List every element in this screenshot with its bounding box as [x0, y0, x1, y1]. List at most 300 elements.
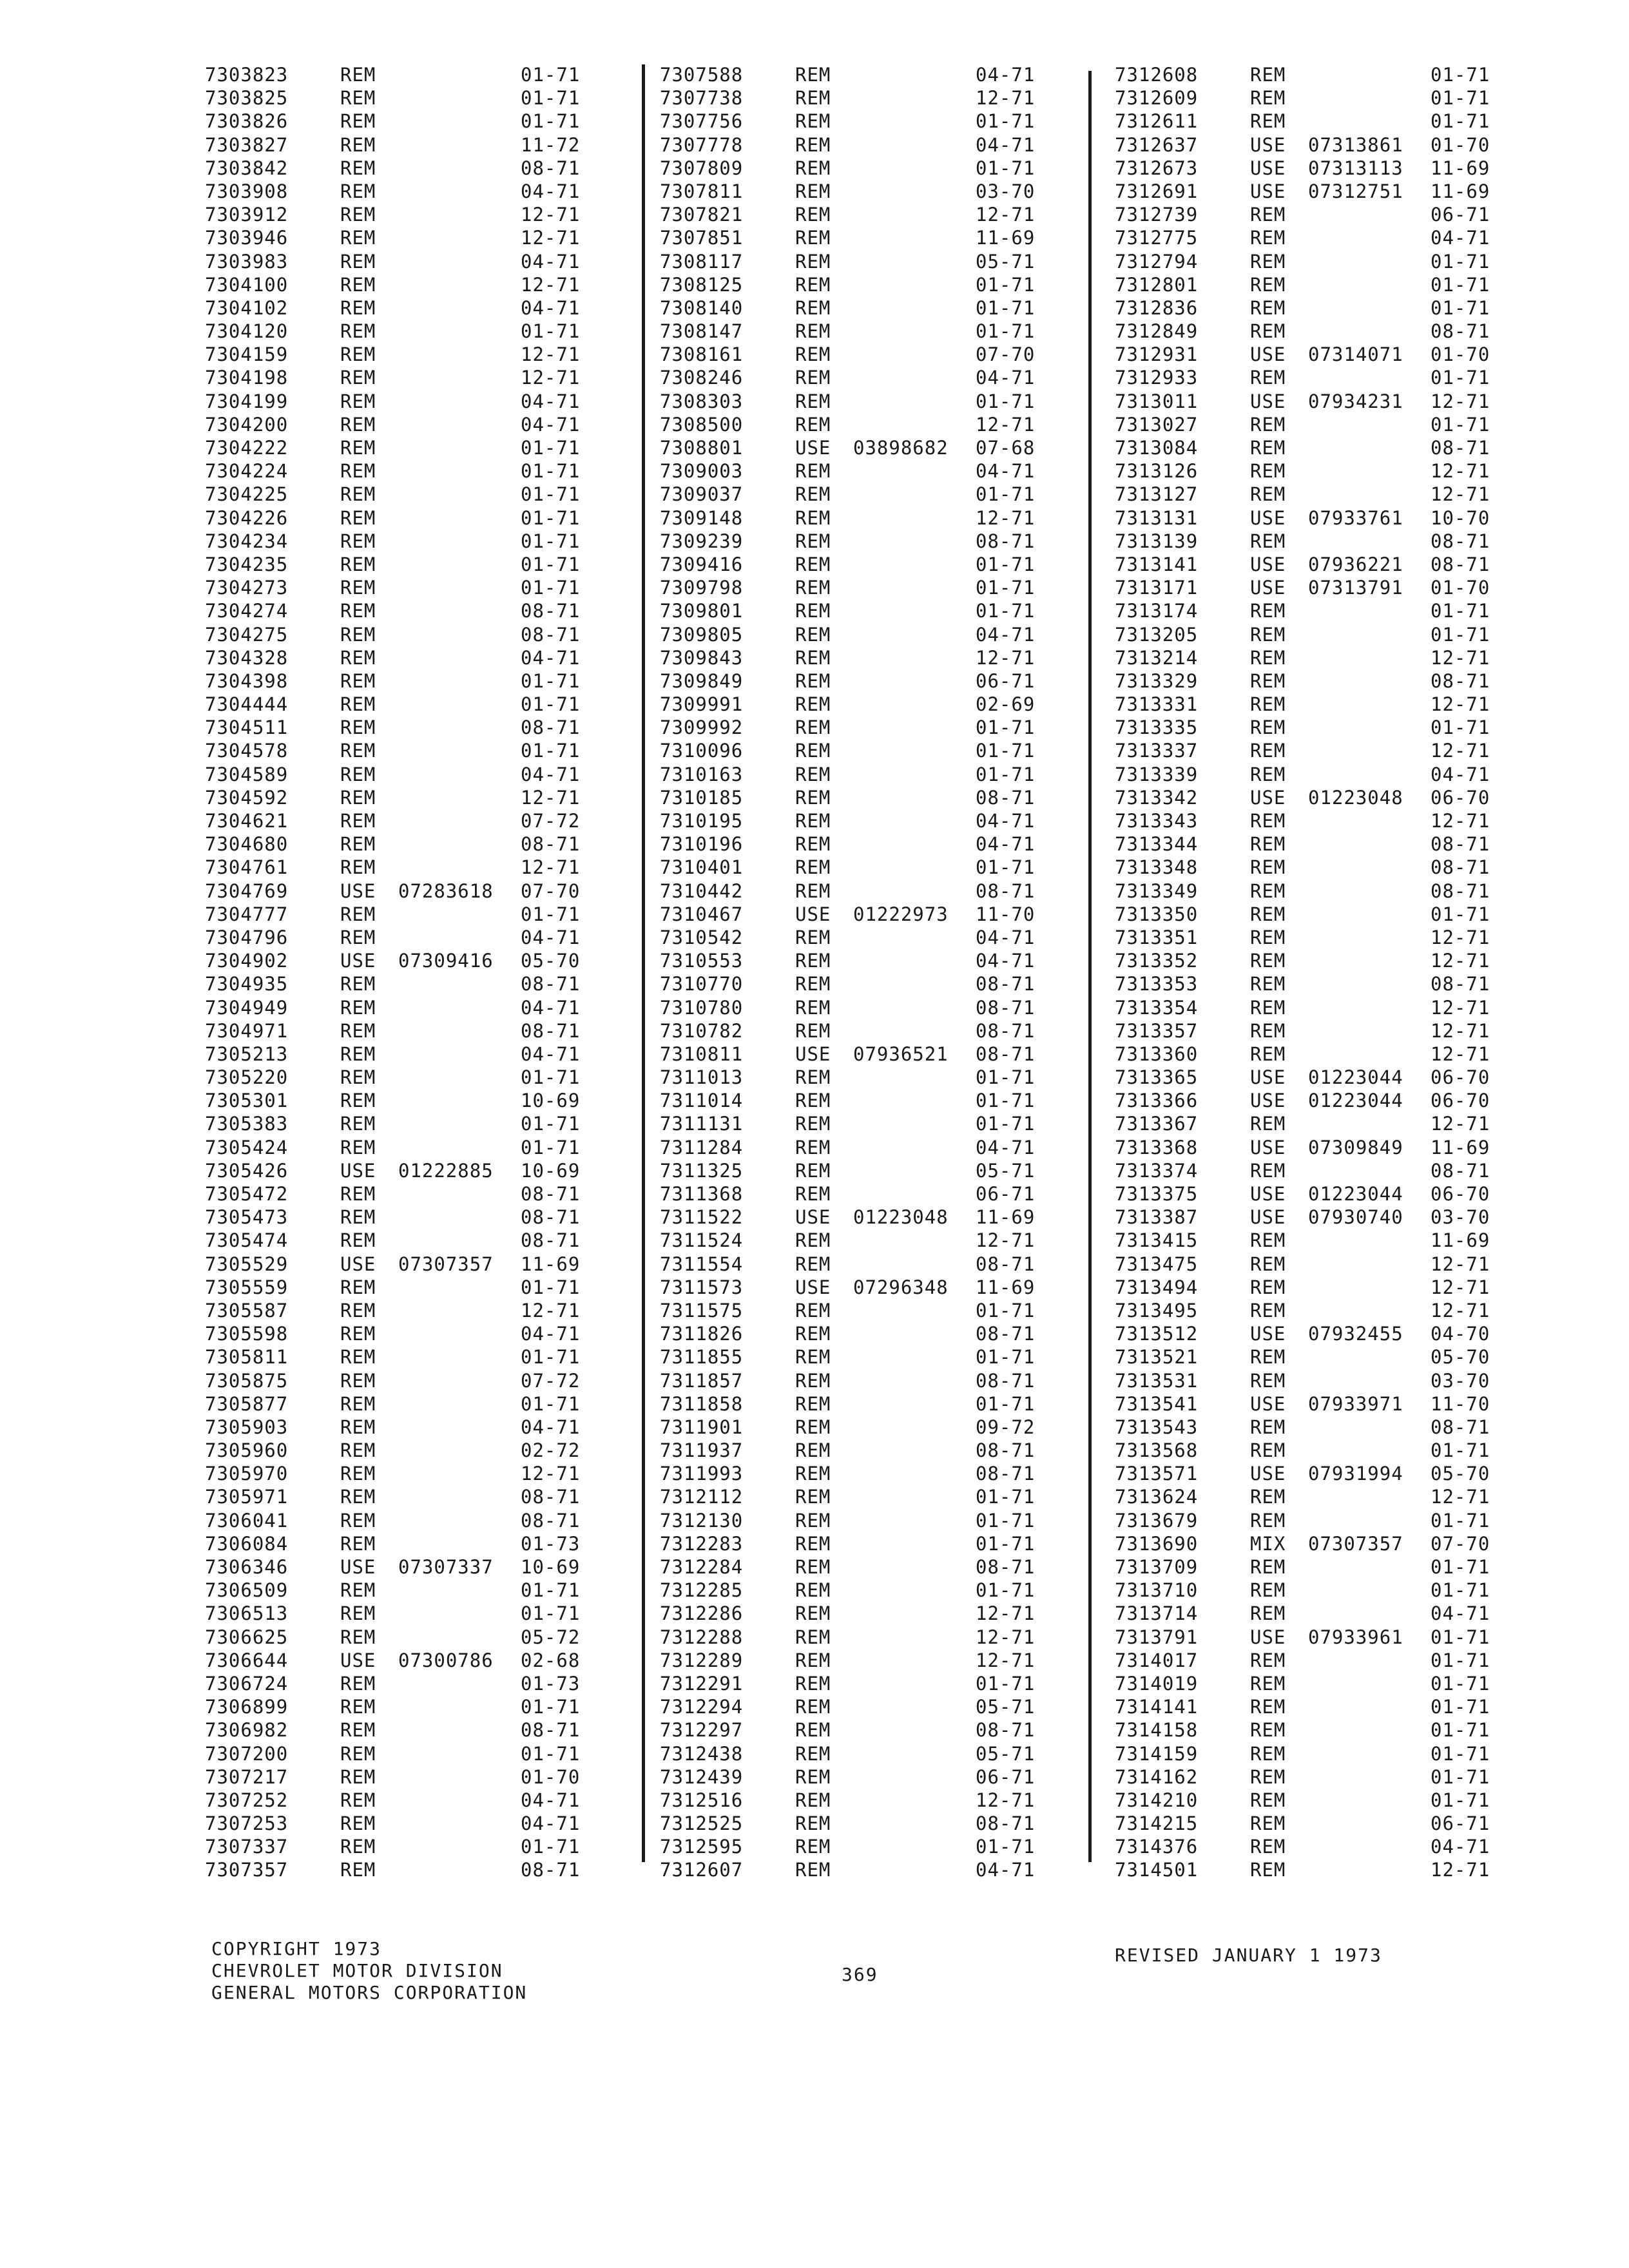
effective-date: 10-69 [521, 1090, 581, 1112]
action-code: REM [795, 1789, 831, 1811]
part-number: 7311524 [660, 1229, 744, 1252]
effective-date: 01-73 [521, 1532, 581, 1555]
action-code: REM [1250, 296, 1286, 319]
action-code: USE [1250, 1626, 1286, 1648]
replacement-part: 07932455 [1308, 1323, 1403, 1345]
action-code: REM [1250, 87, 1286, 110]
effective-date: 08-71 [976, 1323, 1036, 1345]
action-code: REM [795, 740, 831, 762]
effective-date: 12-71 [1431, 740, 1490, 762]
action-code: USE [340, 1649, 376, 1671]
action-code: REM [795, 367, 831, 389]
action-code: REM [795, 157, 831, 179]
part-number: 7303983 [205, 250, 289, 273]
part-number: 7313494 [1115, 1276, 1199, 1298]
part-number: 7308500 [660, 413, 744, 436]
part-number: 7314141 [1115, 1696, 1199, 1718]
part-number: 7313027 [1115, 413, 1199, 436]
action-code: REM [340, 669, 376, 692]
part-number: 7307811 [660, 180, 744, 202]
part-number: 7308801 [660, 437, 744, 459]
effective-date: 01-71 [1431, 110, 1490, 133]
effective-date: 08-71 [1431, 833, 1490, 856]
effective-date: 08-71 [521, 833, 581, 856]
part-number: 7314158 [1115, 1719, 1199, 1742]
part-number: 7305301 [205, 1090, 289, 1112]
part-number: 7304592 [205, 786, 289, 809]
action-code: REM [340, 437, 376, 459]
effective-date: 01-71 [1431, 1696, 1490, 1718]
effective-date: 12-71 [1431, 1299, 1490, 1321]
effective-date: 08-71 [976, 786, 1036, 809]
action-code: REM [340, 296, 376, 319]
effective-date: 04-71 [521, 926, 581, 948]
action-code: REM [1250, 926, 1286, 948]
part-number: 7312607 [660, 1859, 744, 1881]
effective-date: 01-71 [1431, 296, 1490, 319]
column-divider-2 [1088, 71, 1092, 1862]
part-number: 7310096 [660, 740, 744, 762]
part-number: 7309801 [660, 600, 744, 622]
part-number: 7313339 [1115, 763, 1199, 785]
action-code: REM [340, 1765, 376, 1788]
effective-date: 11-69 [976, 1206, 1036, 1229]
effective-date: 04-71 [521, 1043, 581, 1065]
part-number: 7313141 [1115, 553, 1199, 575]
part-number: 7304226 [205, 506, 289, 529]
effective-date: 01-71 [976, 390, 1036, 412]
part-number: 7312516 [660, 1789, 744, 1811]
action-code: REM [340, 530, 376, 552]
action-code: REM [1250, 1602, 1286, 1625]
part-number: 7304275 [205, 623, 289, 646]
part-number: 7308246 [660, 367, 744, 389]
action-code: REM [340, 1066, 376, 1089]
action-code: USE [1250, 1136, 1286, 1158]
part-number: 7309991 [660, 693, 744, 716]
effective-date: 04-71 [521, 646, 581, 669]
action-code: REM [1250, 1299, 1286, 1321]
effective-date: 01-71 [521, 483, 581, 506]
action-code: REM [1250, 1439, 1286, 1462]
part-number: 7303912 [205, 204, 289, 226]
part-number: 7312801 [1115, 273, 1199, 296]
effective-date: 11-69 [976, 1276, 1036, 1298]
effective-date: 04-71 [521, 1416, 581, 1438]
effective-date: 04-71 [976, 367, 1036, 389]
action-code: REM [795, 1532, 831, 1555]
effective-date: 08-71 [521, 1719, 581, 1742]
action-code: REM [1250, 1742, 1286, 1765]
effective-date: 11-69 [1431, 1136, 1490, 1158]
action-code: REM [795, 1253, 831, 1275]
effective-date: 12-71 [521, 367, 581, 389]
action-code: REM [340, 1836, 376, 1858]
action-code: REM [1250, 1719, 1286, 1742]
action-code: REM [340, 1019, 376, 1042]
action-code: USE [1250, 1090, 1286, 1112]
effective-date: 06-71 [1431, 204, 1490, 226]
effective-date: 10-70 [1431, 506, 1490, 529]
replacement-part: 03898682 [853, 437, 949, 459]
action-code: REM [340, 250, 376, 273]
effective-date: 01-71 [521, 506, 581, 529]
replacement-part: 07313791 [1308, 577, 1403, 599]
effective-date: 04-71 [1431, 227, 1490, 249]
part-number: 7305383 [205, 1113, 289, 1135]
action-code: REM [1250, 600, 1286, 622]
part-number: 7306982 [205, 1719, 289, 1742]
part-number: 7307337 [205, 1836, 289, 1858]
effective-date: 04-71 [1431, 1602, 1490, 1625]
action-code: REM [795, 1509, 831, 1532]
action-code: REM [340, 1299, 376, 1321]
part-number: 7313342 [1115, 786, 1199, 809]
effective-date: 02-69 [976, 693, 1036, 716]
part-number: 7306509 [205, 1579, 289, 1602]
part-number: 7311993 [660, 1463, 744, 1485]
part-number: 7306513 [205, 1602, 289, 1625]
replacement-part: 07300786 [398, 1649, 494, 1671]
effective-date: 01-71 [521, 1742, 581, 1765]
part-number: 7313709 [1115, 1556, 1199, 1578]
action-code: REM [340, 600, 376, 622]
effective-date: 04-71 [976, 833, 1036, 856]
part-number: 7306899 [205, 1696, 289, 1718]
action-code: USE [1250, 157, 1286, 179]
part-number: 7313214 [1115, 646, 1199, 669]
action-code: REM [795, 1719, 831, 1742]
part-number: 7304949 [205, 996, 289, 1019]
effective-date: 01-71 [976, 1299, 1036, 1321]
effective-date: 07-70 [1431, 1532, 1490, 1555]
replacement-part: 07313861 [1308, 133, 1403, 156]
action-code: REM [1250, 273, 1286, 296]
effective-date: 04-71 [521, 250, 581, 273]
effective-date: 12-71 [521, 856, 581, 879]
action-code: REM [1250, 1043, 1286, 1065]
part-number: 7312691 [1115, 180, 1199, 202]
effective-date: 08-71 [1431, 856, 1490, 879]
action-code: REM [795, 856, 831, 879]
part-number: 7314501 [1115, 1859, 1199, 1881]
effective-date: 01-71 [521, 64, 581, 86]
action-code: REM [795, 623, 831, 646]
action-code: REM [1250, 64, 1286, 86]
action-code: REM [795, 973, 831, 995]
action-code: MIX [1250, 1532, 1286, 1555]
effective-date: 05-71 [976, 1742, 1036, 1765]
part-number: 7313331 [1115, 693, 1199, 716]
effective-date: 04-71 [976, 64, 1036, 86]
effective-date: 11-70 [976, 903, 1036, 925]
action-code: REM [795, 693, 831, 716]
part-number: 7304761 [205, 856, 289, 879]
part-number: 7312294 [660, 1696, 744, 1718]
part-number: 7314159 [1115, 1742, 1199, 1765]
effective-date: 08-71 [976, 530, 1036, 552]
action-code: REM [340, 1626, 376, 1648]
effective-date: 04-71 [976, 1136, 1036, 1158]
part-number: 7304235 [205, 553, 289, 575]
action-code: USE [795, 1206, 831, 1229]
action-code: REM [340, 1206, 376, 1229]
replacement-part: 07930740 [1308, 1206, 1403, 1229]
part-number: 7309992 [660, 716, 744, 739]
part-number: 7313710 [1115, 1579, 1199, 1602]
action-code: REM [340, 320, 376, 343]
effective-date: 06-70 [1431, 786, 1490, 809]
action-code: REM [795, 1136, 831, 1158]
part-number: 7304199 [205, 390, 289, 412]
effective-date: 06-71 [976, 669, 1036, 692]
effective-date: 12-71 [1431, 390, 1490, 412]
action-code: REM [795, 1183, 831, 1205]
part-number: 7305877 [205, 1392, 289, 1415]
action-code: USE [1250, 577, 1286, 599]
effective-date: 12-71 [976, 204, 1036, 226]
action-code: REM [340, 1043, 376, 1065]
action-code: REM [795, 320, 831, 343]
part-number: 7312609 [1115, 87, 1199, 110]
action-code: REM [1250, 1276, 1286, 1298]
part-number: 7313791 [1115, 1626, 1199, 1648]
action-code: REM [795, 669, 831, 692]
part-number: 7311901 [660, 1416, 744, 1438]
effective-date: 01-71 [976, 763, 1036, 785]
effective-date: 07-70 [976, 343, 1036, 366]
action-code: REM [340, 133, 376, 156]
replacement-part: 07933961 [1308, 1626, 1403, 1648]
action-code: REM [795, 460, 831, 483]
action-code: REM [340, 1392, 376, 1415]
action-code: REM [795, 64, 831, 86]
replacement-part: 07933761 [1308, 506, 1403, 529]
part-number: 7312112 [660, 1486, 744, 1508]
effective-date: 08-71 [521, 157, 581, 179]
effective-date: 08-71 [1431, 879, 1490, 902]
effective-date: 01-71 [521, 460, 581, 483]
replacement-part: 01223044 [1308, 1090, 1403, 1112]
part-number: 7311284 [660, 1136, 744, 1158]
action-code: REM [340, 157, 376, 179]
effective-date: 05-70 [521, 950, 581, 972]
action-code: REM [795, 1556, 831, 1578]
part-number: 7306084 [205, 1532, 289, 1555]
part-number: 7305220 [205, 1066, 289, 1089]
part-number: 7313354 [1115, 996, 1199, 1019]
part-number: 7314376 [1115, 1836, 1199, 1858]
effective-date: 01-71 [521, 1836, 581, 1858]
part-number: 7313531 [1115, 1369, 1199, 1392]
part-number: 7310401 [660, 856, 744, 879]
part-number: 7313205 [1115, 623, 1199, 646]
replacement-part: 01223044 [1308, 1183, 1403, 1205]
effective-date: 01-71 [976, 1392, 1036, 1415]
effective-date: 12-71 [1431, 1113, 1490, 1135]
part-number: 7314215 [1115, 1812, 1199, 1835]
action-code: REM [1250, 646, 1286, 669]
part-number: 7313368 [1115, 1136, 1199, 1158]
part-number: 7304578 [205, 740, 289, 762]
part-number: 7313521 [1115, 1346, 1199, 1369]
effective-date: 12-71 [976, 87, 1036, 110]
effective-date: 01-71 [521, 903, 581, 925]
effective-date: 01-71 [521, 553, 581, 575]
action-code: REM [340, 553, 376, 575]
action-code: REM [795, 1066, 831, 1089]
effective-date: 11-69 [1431, 1229, 1490, 1252]
part-number: 7312291 [660, 1672, 744, 1695]
action-code: REM [1250, 1486, 1286, 1508]
action-code: REM [340, 1486, 376, 1508]
action-code: REM [1250, 833, 1286, 856]
part-number: 7310770 [660, 973, 744, 995]
part-number: 7312849 [1115, 320, 1199, 343]
part-number: 7303946 [205, 227, 289, 249]
action-code: REM [795, 1742, 831, 1765]
effective-date: 04-71 [1431, 763, 1490, 785]
action-code: REM [340, 926, 376, 948]
action-code: REM [1250, 740, 1286, 762]
action-code: REM [795, 879, 831, 902]
part-number: 7306724 [205, 1672, 289, 1695]
action-code: REM [795, 786, 831, 809]
effective-date: 01-71 [976, 273, 1036, 296]
part-number: 7306644 [205, 1649, 289, 1671]
part-number: 7305903 [205, 1416, 289, 1438]
effective-date: 06-71 [976, 1765, 1036, 1788]
part-number: 7305970 [205, 1463, 289, 1485]
part-number: 7305598 [205, 1323, 289, 1345]
action-code: REM [1250, 227, 1286, 249]
action-code: REM [340, 227, 376, 249]
replacement-part: 01223048 [853, 1206, 949, 1229]
action-code: REM [340, 1369, 376, 1392]
action-code: REM [340, 1136, 376, 1158]
part-number: 7310782 [660, 1019, 744, 1042]
effective-date: 01-71 [1431, 1765, 1490, 1788]
part-number: 7313375 [1115, 1183, 1199, 1205]
action-code: REM [1250, 1556, 1286, 1578]
effective-date: 05-71 [976, 1696, 1036, 1718]
part-number: 7313350 [1115, 903, 1199, 925]
effective-date: 04-71 [521, 1812, 581, 1835]
action-code: USE [1250, 1323, 1286, 1345]
action-code: REM [1250, 1369, 1286, 1392]
part-number: 7306041 [205, 1509, 289, 1532]
part-number: 7304511 [205, 716, 289, 739]
effective-date: 08-71 [521, 1183, 581, 1205]
part-number: 7304102 [205, 296, 289, 319]
action-code: REM [795, 810, 831, 832]
effective-date: 09-72 [976, 1416, 1036, 1438]
effective-date: 08-71 [976, 1812, 1036, 1835]
part-number: 7313335 [1115, 716, 1199, 739]
effective-date: 01-71 [1431, 1509, 1490, 1532]
action-code: REM [340, 1113, 376, 1135]
action-code: REM [1250, 413, 1286, 436]
part-number: 7313571 [1115, 1463, 1199, 1485]
action-code: REM [340, 1323, 376, 1345]
effective-date: 08-71 [1431, 1159, 1490, 1182]
action-code: REM [340, 390, 376, 412]
part-number: 7306346 [205, 1556, 289, 1578]
action-code: REM [340, 1719, 376, 1742]
effective-date: 12-71 [976, 413, 1036, 436]
action-code: REM [340, 1090, 376, 1112]
effective-date: 01-71 [976, 157, 1036, 179]
effective-date: 01-71 [521, 437, 581, 459]
effective-date: 01-71 [521, 110, 581, 133]
effective-date: 11-72 [521, 133, 581, 156]
action-code: REM [340, 1812, 376, 1835]
action-code: REM [795, 1486, 831, 1508]
part-number: 7305559 [205, 1276, 289, 1298]
part-number: 7304222 [205, 437, 289, 459]
effective-date: 01-71 [521, 1602, 581, 1625]
part-number: 7304769 [205, 879, 289, 902]
effective-date: 01-71 [521, 1579, 581, 1602]
action-code: REM [340, 623, 376, 646]
part-number: 7313353 [1115, 973, 1199, 995]
effective-date: 01-71 [521, 1346, 581, 1369]
part-number: 7304971 [205, 1019, 289, 1042]
effective-date: 12-71 [976, 1229, 1036, 1252]
action-code: REM [340, 483, 376, 506]
replacement-part: 07933971 [1308, 1392, 1403, 1415]
action-code: REM [340, 1416, 376, 1438]
action-code: REM [1250, 320, 1286, 343]
action-code: REM [795, 1323, 831, 1345]
effective-date: 06-70 [1431, 1066, 1490, 1089]
part-number: 7313374 [1115, 1159, 1199, 1182]
action-code: REM [795, 1392, 831, 1415]
action-code: REM [1250, 1672, 1286, 1695]
action-code: REM [795, 413, 831, 436]
action-code: REM [340, 1672, 376, 1695]
effective-date: 10-69 [521, 1556, 581, 1578]
replacement-part: 01222885 [398, 1159, 494, 1182]
column-divider-1 [642, 64, 645, 1862]
action-code: REM [1250, 460, 1286, 483]
action-code: REM [1250, 483, 1286, 506]
action-code: REM [795, 1859, 831, 1881]
action-code: REM [795, 343, 831, 366]
effective-date: 01-71 [1431, 600, 1490, 622]
action-code: REM [795, 180, 831, 202]
part-number: 7312525 [660, 1812, 744, 1835]
effective-date: 05-70 [1431, 1463, 1490, 1485]
effective-date: 07-72 [521, 1369, 581, 1392]
copyright-notice: COPYRIGHT 1973 CHEVROLET MOTOR DIVISION GENERAL MOTORS CORPORATION [211, 1938, 528, 2003]
part-number: 7312130 [660, 1509, 744, 1532]
action-code: REM [1250, 250, 1286, 273]
part-number: 7308161 [660, 343, 744, 366]
part-number: 7309805 [660, 623, 744, 646]
effective-date: 11-69 [1431, 157, 1490, 179]
part-number: 7313349 [1115, 879, 1199, 902]
effective-date: 08-71 [976, 1253, 1036, 1275]
replacement-part: 01223048 [1308, 786, 1403, 809]
effective-date: 08-71 [1431, 320, 1490, 343]
effective-date: 10-69 [521, 1159, 581, 1182]
part-number: 7311522 [660, 1206, 744, 1229]
action-code: REM [1250, 204, 1286, 226]
part-number: 7313348 [1115, 856, 1199, 879]
part-number: 7312608 [1115, 64, 1199, 86]
action-code: REM [795, 204, 831, 226]
